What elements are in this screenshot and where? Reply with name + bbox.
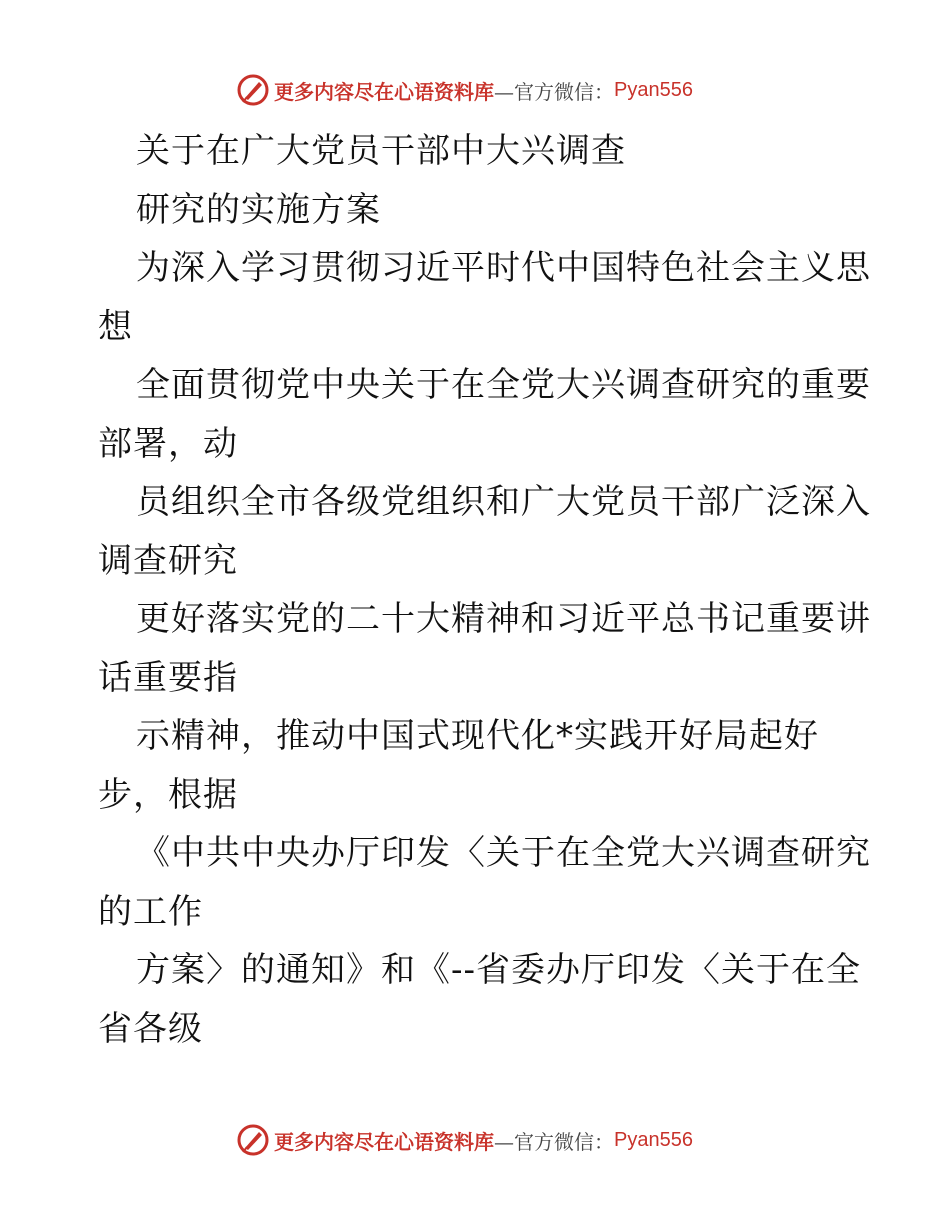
text-line: 话重要指 (98, 657, 238, 698)
document-body (98, 122, 871, 1058)
text-line: 全面贯彻党中央关于在全党大兴调查研究的重要 (136, 365, 871, 405)
quill-logo-icon (236, 73, 270, 107)
watermark-wechat-label: —官方微信： (494, 79, 614, 104)
text-line: 方案〉的通知》和《--省委办厅印发〈关于在全 (136, 950, 861, 990)
text-line: 为深入学习贯彻习近平时代中国特色社会主义思 (136, 248, 871, 288)
watermark-wechat-id: Pyan556 (614, 1128, 693, 1151)
text-line: 调查研究 (98, 540, 238, 581)
text-line: 步，根据 (98, 774, 238, 815)
text-line: 部署，动 (98, 423, 238, 464)
watermark-wechat-id: Pyan556 (614, 78, 693, 101)
text-line: 想 (98, 306, 133, 347)
text-line: 更好落实党的二十大精神和习近平总书记重要讲 (136, 599, 871, 639)
header-watermark (236, 72, 693, 108)
watermark-title: 更多内容尽在心语资料库 (274, 1129, 494, 1154)
text-line: 《中共中央办厅印发〈关于在全党大兴调查研究 (136, 833, 871, 873)
quill-logo-icon (236, 1123, 270, 1157)
text-line: 员组织全市各级党组织和广大党员干部广泛深入 (136, 482, 871, 522)
footer-watermark (236, 1122, 693, 1158)
text-line: 关于在广大党员干部中大兴调查 (136, 131, 626, 171)
text-line: 的工作 (98, 891, 203, 932)
text-line: 研究的实施方案 (136, 189, 381, 230)
watermark-title: 更多内容尽在心语资料库 (274, 79, 494, 104)
watermark-wechat-label: —官方微信： (494, 1129, 614, 1154)
text-line: 示精神，推动中国式现代化*实践开好局起好 (136, 716, 819, 756)
text-line: 省各级 (98, 1008, 203, 1049)
